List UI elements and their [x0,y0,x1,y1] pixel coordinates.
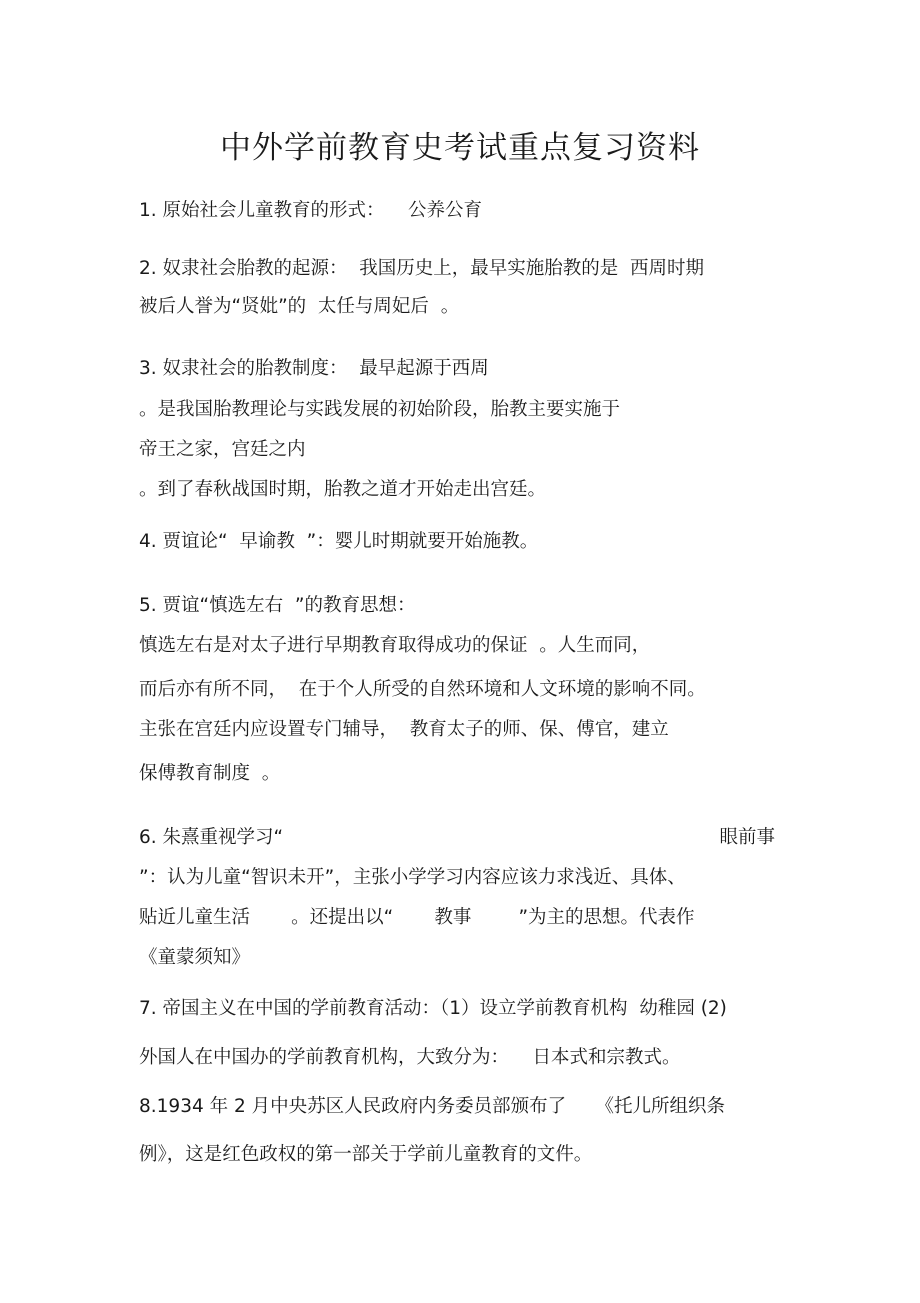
item-5-line-1: 5. 贾谊“慎选左右 ”的教育思想： [139,595,416,616]
item-6-line-1: 6. 朱熹重视学习“ [139,827,284,848]
item-7-line-2: 外国人在中国办的学前教育机构，大致分为： 日本式和宗教式。 [139,1047,681,1068]
item-4-line: 4. 贾谊论“ 早谕教 ”：婴儿时期就要开始施教。 [139,531,539,552]
item-6-line-1-right: 眼前事 [719,827,775,848]
document-title: 中外学前教育史考试重点复习资料 [220,130,700,166]
item-5-line-5: 保傅教育制度 。 [139,763,281,784]
item-8-line-1: 8.1934 年 2 月中央苏区人民政府内务委员部颁布了 《托儿所组织条 [139,1096,726,1117]
item-1-line: 1. 原始社会儿童教育的形式： 公养公育 [139,200,483,221]
item-6-line-2: ”：认为儿童“智识未开”，主张小学学习内容应该力求浅近、具体、 [139,867,686,888]
item-3-line-4: 。到了春秋战国时期，胎教之道才开始走出宫廷。 [139,479,547,500]
item-8-line-2: 例》，这是红色政权的第一部关于学前儿童教育的文件。 [139,1144,593,1165]
item-3-line-1: 3. 奴隶社会的胎教制度： 最早起源于西周 [139,358,489,379]
item-5-line-3: 而后亦有所不同， 在于个人所受的自然环境和人文环境的影响不同。 [139,679,706,700]
item-7-line-1: 7. 帝国主义在中国的学前教育活动：（1）设立学前教育机构 幼稚园 (2) [139,998,727,1019]
item-5-line-2: 慎选左右是对太子进行早期教育取得成功的保证 。人生而同， [139,635,651,656]
item-6-line-4: 《童蒙须知》 [139,947,251,968]
item-6-line-3: 贴近儿童生活 。还提出以“ 教事 ”为主的思想。代表作 [139,907,695,928]
item-2-line-2: 被后人誉为“贤妣”的 太任与周妃后 。 [139,296,460,317]
item-3-line-3: 帝王之家，宫廷之内 [139,439,306,460]
item-2-line-1: 2. 奴隶社会胎教的起源： 我国历史上，最早实施胎教的是 西周时期 [139,258,705,279]
item-5-line-4: 主张在宫廷内应设置专门辅导， 教育太子的师、保、傅官，建立 [139,719,669,740]
item-3-line-2: 。是我国胎教理论与实践发展的初始阶段，胎教主要实施于 [139,399,621,420]
